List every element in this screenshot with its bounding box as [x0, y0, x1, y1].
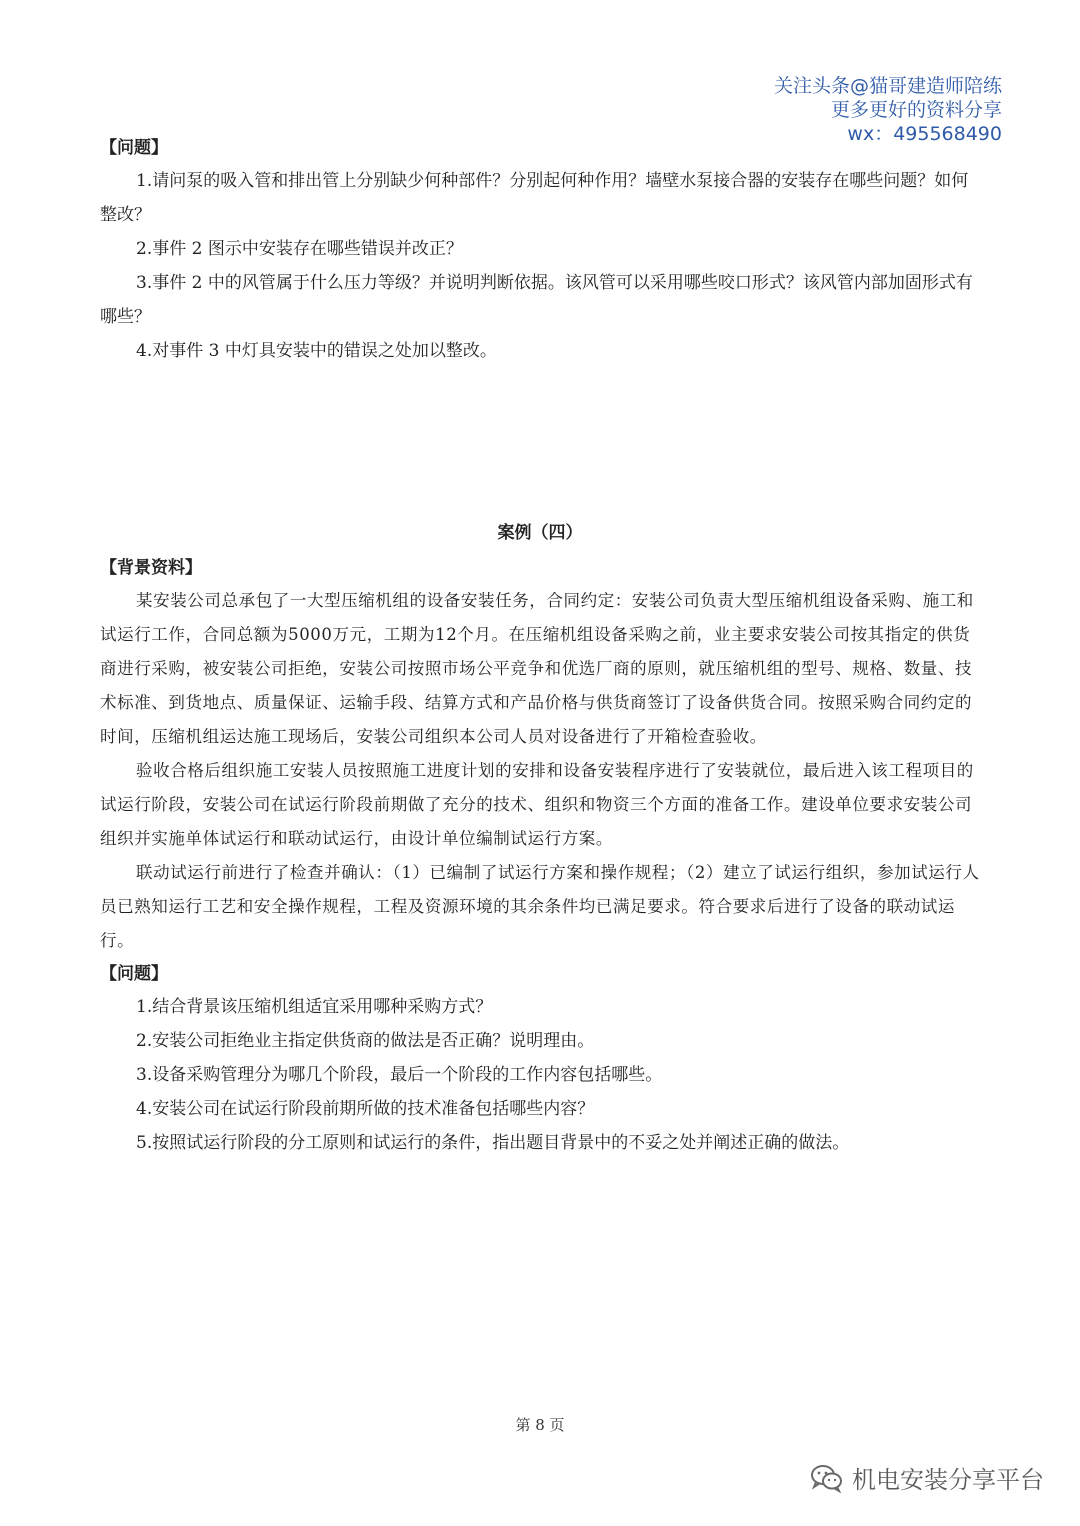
watermark-line-2: 更多更好的资料分享: [830, 99, 1002, 121]
case4-paragraph-1: 某安装公司总承包了一大型压缩机组的设备安装任务，合同约定：安装公司负责大型压缩机组设备采购、施工和试运行工作，合同总额为5000万元，工期为12个月。在压缩机组设备采购之前，业主要求安装公司按其指定的供货商进行采购，被安装公司拒绝，安装公司按照市场公平竞争和优选厂商的原则，就压缩机组的型号、规格、数量、技术标准、到货地点、质量保证、运输手段、结算方式和产品价格与供货商签订了设备供货合同。按照采购合同约定的时间，压缩机组运达施工现场后，安装公司组织本公司人员对设备进行了开箱检查验收。: [100, 591, 974, 746]
case4-question-5: 5.按照试运行阶段的分工原则和试运行的条件，指出题目背景中的不妥之处并阐述正确的做法。: [136, 1133, 850, 1153]
case4-question-2: 2.安装公司拒绝业主指定供货商的做法是否正确？说明理由。: [136, 1031, 595, 1051]
case4-paragraph-3: 联动试运行前进行了检查并确认：（1）已编制了试运行方案和操作规程；（2）建立了试运行组织，参加试运行人员已熟知运行工艺和安全操作规程，工程及资源环境的其余条件均已满足要求。符合要求后进行了设备的联动试运行。: [100, 863, 980, 950]
brand-watermark: [810, 1460, 1044, 1495]
case4-question-4: 4.安装公司在试运行阶段前期所做的技术准备包括哪些内容？: [136, 1099, 595, 1119]
case4-paragraph-2: 验收合格后组织施工安装人员按照施工进度计划的安排和设备安装程序进行了安装就位，最后进入该工程项目的试运行阶段，安装公司在试运行阶段前期做了充分的技术、组织和物资三个方面的准备工作。建设单位要求安装公司组织并实施单体试运行和联动试运行，由设计单位编制试运行方案。: [100, 761, 974, 848]
section1-question-1: 1.请问泵的吸入管和排出管上分别缺少何种部件？分别起何种作用？墙壁水泵接合器的安装存在哪些问题？如何整改？: [100, 171, 969, 225]
wechat-icon: [810, 1463, 844, 1493]
case4-question-1: 1.结合背景该压缩机组适宜采用哪种采购方式？: [136, 997, 493, 1017]
case4-questions-heading: 【问题】: [100, 964, 168, 984]
page-number: 第 8 页: [515, 1416, 565, 1434]
watermark-line-1: 关注头条@猫哥建造师陪练: [773, 75, 1002, 97]
watermark-line-3: wx：495568490: [847, 123, 1002, 145]
document-body: [100, 132, 980, 1160]
case4-title: 案例（四）: [497, 523, 583, 543]
section1-heading: 【问题】: [100, 138, 168, 158]
brand-name: 机电安装分享平台: [852, 1466, 1044, 1494]
section1-question-2: 2.事件 2 图示中安装存在哪些错误并改正？: [136, 239, 463, 259]
section1-question-4: 4.对事件 3 中灯具安装中的错误之处加以整改。: [136, 341, 497, 361]
case4-question-3: 3.设备采购管理分为哪几个阶段，最后一个阶段的工作内容包括哪些。: [136, 1065, 663, 1085]
section1-question-3: 3.事件 2 中的风管属于什么压力等级？并说明判断依据。该风管可以采用哪些咬口形式？该风管内部加固形式有哪些？: [100, 273, 973, 327]
case4-background-heading: 【背景资料】: [100, 558, 202, 578]
